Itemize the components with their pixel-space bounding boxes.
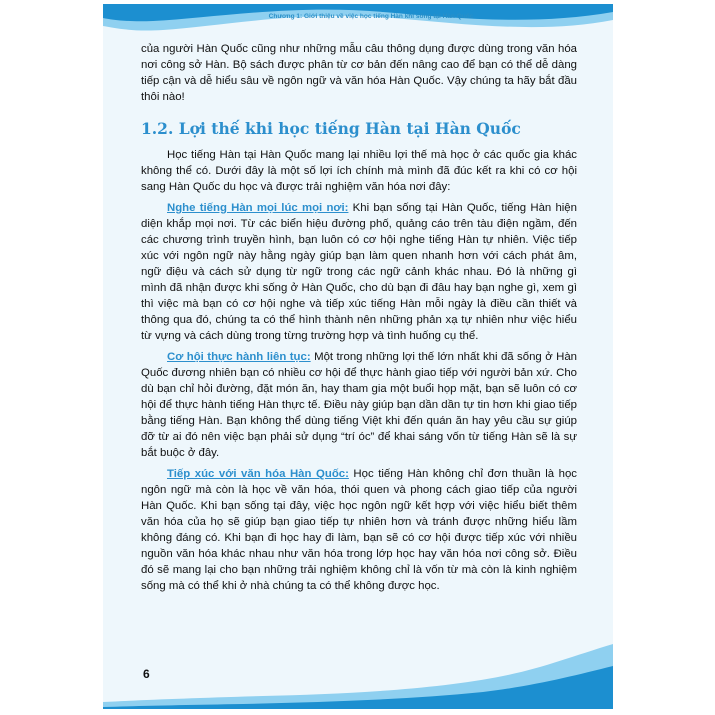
bottom-wave-decoration (103, 634, 613, 709)
point-term: Tiếp xúc với văn hóa Hàn Quốc: (167, 468, 349, 480)
section-lead-paragraph: Học tiếng Hàn tại Hàn Quốc mang lại nhiều lợi thế mà học ở các quốc gia khác không thể có. Dưới đây là một số lợi ích chính mà mình đã đúc kết ra khi có cơ hội sang Hàn Quốc du học và được trải nghiệm văn hóa nơi đây: (141, 149, 577, 193)
intro-paragraph: của người Hàn Quốc cũng như những mẫu câu thông dụng được dùng trong văn hóa nơi công sở Hàn. Bộ sách được phân từ cơ bản đến nâng cao để bạn có thể dễ dàng tiếp cận và dễ hiểu sâu về ngôn ngữ và văn hóa Hàn Quốc. Vậy chúng ta hãy bắt đầu thôi nào! (141, 43, 577, 103)
point-text: Học tiếng Hàn không chỉ đơn thuần là học ngôn ngữ mà còn là học về văn hóa, thói quen và phong cách giao tiếp của người Hàn Quốc. Khi bạn sống tại đây, việc học ngôn ngữ kết hợp với việc hiểu biết thêm văn hóa của họ sẽ giúp bạn giao tiếp tự nhiên hơn và tránh được những hiểu lầm không đáng có. Khi bạn đi học hay đi làm, bạn sẽ có cơ hội được tiếp xúc với nhiều nguồn văn hóa khác nhau như văn hóa trong lớp học hay văn hóa nơi công sở. Điều đó sẽ mang lại cho bạn những trải nghiệm không chỉ là vốn từ mà còn là kinh nghiệm sống mà có thể khi ở nhà chúng ta có thể không được học. (141, 468, 577, 592)
point-paragraph (141, 349, 577, 461)
page-content (141, 41, 577, 599)
book-page (103, 4, 613, 709)
point-paragraph (141, 466, 577, 594)
point-text: Một trong những lợi thế lớn nhất khi đã sống ở Hàn Quốc đương nhiên bạn có nhiều cơ hội để thực hành giao tiếp với người bản xứ. Cho dù bạn chỉ hỏi đường, đặt món ăn, hay tham gia một buổi họp mặt, bạn sẽ luôn có cơ hội để thực hành tiếng Hàn thực tế. Điều này giúp bạn dần dần tự tin hơn khi giao tiếp bằng tiếng Hàn. Bạn không thể dùng tiếng Việt khi đến quán ăn hay yêu cầu sự giúp đỡ từ ai đó nên việc bạn phải sử dụng “trí óc” để khai sáng vốn từ tiếng Hàn sẽ là sự bắt buộc ở đây. (141, 351, 578, 459)
page-number: 6 (143, 667, 150, 681)
point-text: Khi bạn sống tại Hàn Quốc, tiếng Hàn hiện diện khắp mọi nơi. Từ các biển hiệu đường phố, quảng cáo trên tàu điện ngầm, đến các chương trình truyền hình, bạn luôn có cơ hội nghe tiếng Hàn tự nhiên. Việc tiếp xúc với ngôn ngữ này hằng ngày giúp bạn làm quen nhanh hơn với cách phát âm, ngữ điệu và cách sử dụng từ ngữ trong các ngữ cảnh khác nhau. Đó là những gì mình đã nhận được khi sống ở Hàn Quốc, cho dù bạn đi đâu hay bạn nghe gì, xem gì thì việc mà bạn có cơ hội nghe và tiếp xúc tiếng Hàn mỗi ngày là điều cần thiết và thông qua đó, chúng ta có thể hình thành nên những phản xạ tự nhiên như việc hiểu từ vựng và cách dùng trong từng trường hợp và tình huống cụ thể. (141, 202, 577, 342)
chapter-header: Chương 1: Giới thiệu về việc học tiếng Hàn khi sống tại Hàn Quốc (268, 13, 474, 20)
point-term: Nghe tiếng Hàn mọi lúc mọi nơi: (167, 202, 349, 214)
section-heading: 1.2. Lợi thế khi học tiếng Hàn tại Hàn Quốc (141, 119, 521, 138)
point-paragraph (141, 200, 577, 344)
point-term: Cơ hội thực hành liên tục: (167, 351, 311, 363)
